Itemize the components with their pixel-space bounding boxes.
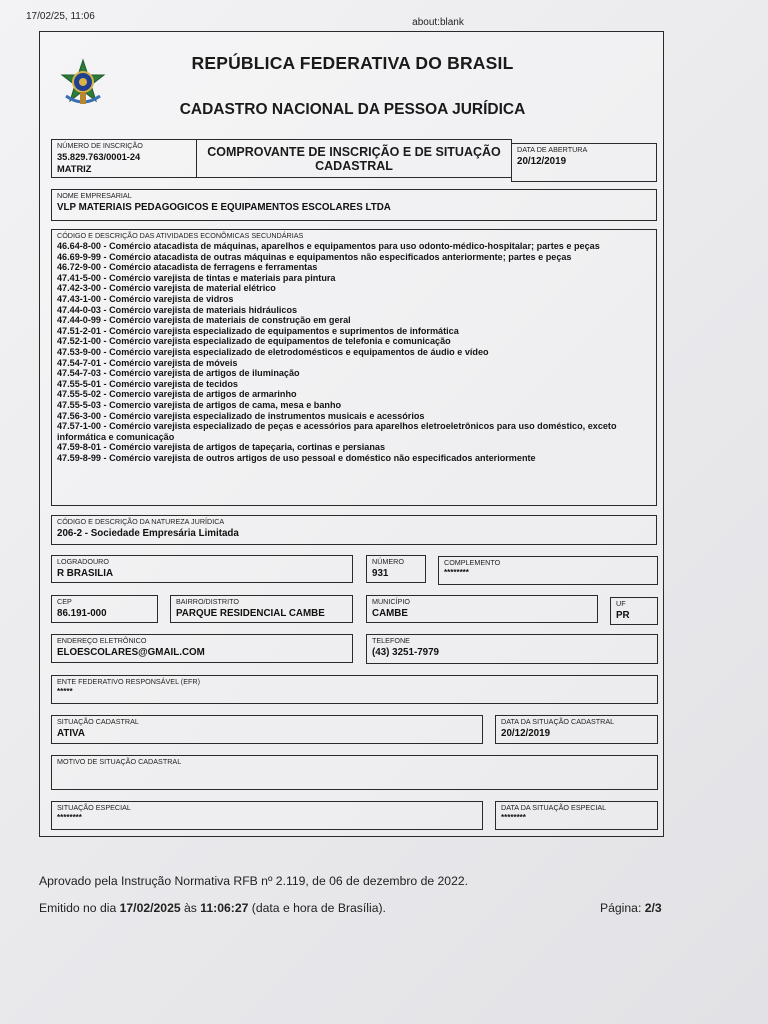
cep-box <box>51 595 158 623</box>
print-datetime: 17/02/25, 11:06 <box>26 11 95 22</box>
numero-label: NÚMERO <box>372 557 404 566</box>
cep-value: 86.191-000 <box>57 608 107 619</box>
atividade-item: 47.55-5-02 - Comercio varejista de artigos de armarinho <box>57 389 297 400</box>
emission-date: 17/02/2025 <box>119 901 181 915</box>
natureza-box <box>51 515 657 545</box>
situacao-especial-value: ******** <box>57 813 82 822</box>
telefone-box <box>366 634 658 664</box>
atividade-item: 47.52-1-00 - Comércio varejista especializado de equipamentos de telefonia e comunicação <box>57 336 451 347</box>
atividade-item: 46.64-8-00 - Comércio atacadista de máquinas, aparelhos e equipamentos para uso odonto-médico-hospitalar; partes e peças <box>57 241 600 251</box>
bairro-value: PARQUE RESIDENCIAL CAMBE <box>176 608 325 619</box>
data-situacao-value: 20/12/2019 <box>501 728 551 739</box>
logradouro-value: R BRASILIA <box>57 568 114 579</box>
inscricao-box <box>51 139 197 178</box>
abertura-value: 20/12/2019 <box>517 156 567 167</box>
atividade-item: 47.53-9-00 - Comércio varejista especializado de eletrodomésticos e equipamentos de áudio e vídeo <box>57 346 489 357</box>
efr-label: ENTE FEDERATIVO RESPONSÁVEL (EFR) <box>57 677 200 686</box>
atividades-box <box>51 229 657 506</box>
telefone-value: (43) 3251-7979 <box>372 647 439 658</box>
cep-label: CEP <box>57 597 72 606</box>
atividade-item: 47.54-7-01 - Comércio varejista de móveis <box>57 357 238 368</box>
page-indicator <box>600 901 662 915</box>
situacao-especial-label: SITUAÇÃO ESPECIAL <box>57 803 131 812</box>
atividade-item: 47.59-8-99 - Comércio varejista de outros artigos de uso pessoal e doméstico não especificados anteriormente <box>57 452 536 463</box>
municipio-label: MUNICÍPIO <box>372 597 410 606</box>
numero-box <box>366 555 426 583</box>
bairro-box <box>170 595 353 623</box>
document-title: REPÚBLICA FEDERATIVA DO BRASIL <box>191 53 514 73</box>
emission-prefix: Emitido no dia <box>39 901 120 915</box>
emission-time: 11:06:27 <box>200 901 249 915</box>
atividade-item: 47.56-3-00 - Comércio varejista especializado de instrumentos musicais e acessórios <box>57 410 425 421</box>
data-situacao-box <box>495 715 658 744</box>
situacao-box <box>51 715 483 744</box>
email-label: ENDEREÇO ELETRÔNICO <box>57 636 147 645</box>
emission-note <box>39 901 386 915</box>
abertura-label: DATA DE ABERTURA <box>517 145 588 154</box>
uf-box <box>610 597 658 625</box>
atividade-item: 46.69-9-99 - Comércio atacadista de outras máquinas e equipamentos não especificados anteriormente; partes e peças <box>57 251 572 262</box>
email-value: ELOESCOLARES@GMAIL.COM <box>57 647 205 658</box>
situacao-especial-box <box>51 801 483 830</box>
page-value: 2/3 <box>644 901 662 915</box>
bairro-label: BAIRRO/DISTRITO <box>176 597 239 606</box>
uf-value: PR <box>616 610 630 621</box>
emission-suffix: (data e hora de Brasília). <box>248 901 386 915</box>
atividade-item: 47.51-2-01 - Comércio varejista especializado de equipamentos e suprimentos de informática <box>57 325 459 336</box>
motivo-label: MOTIVO DE SITUAÇÃO CADASTRAL <box>57 757 182 766</box>
inscricao-label: NÚMERO DE INSCRIÇÃO <box>57 141 143 150</box>
nome-empresarial-label: NOME EMPRESARIAL <box>57 191 132 200</box>
situacao-label: SITUAÇÃO CADASTRAL <box>57 717 139 726</box>
situacao-value: ATIVA <box>57 728 85 739</box>
inscricao-number: 35.829.763/0001-24 <box>57 152 141 162</box>
atividade-item: 47.55-5-01 - Comércio varejista de tecidos <box>57 378 238 389</box>
uf-label: UF <box>616 599 626 608</box>
data-situacao-especial-label: DATA DA SITUAÇÃO ESPECIAL <box>501 803 607 812</box>
atividade-item: 47.41-5-00 - Comércio varejista de tintas e materiais para pintura <box>57 272 336 283</box>
municipio-value: CAMBE <box>372 608 408 619</box>
atividade-item: 47.42-3-00 - Comércio varejista de material elétrico <box>57 283 276 294</box>
efr-value: ***** <box>57 687 73 696</box>
logradouro-box <box>51 555 353 583</box>
natureza-value: 206-2 - Sociedade Empresária Limitada <box>57 528 239 539</box>
atividade-item: 47.59-8-01 - Comércio varejista de artigos de tapeçaria, cortinas e persianas <box>57 442 386 453</box>
atividades-list <box>57 241 650 463</box>
natureza-label: CÓDIGO E DESCRIÇÃO DA NATUREZA JURÍDICA <box>57 517 225 526</box>
atividade-item: 47.43-1-00 - Comércio varejista de vidros <box>57 293 234 304</box>
data-situacao-especial-value: ******** <box>501 813 526 822</box>
comprovante-title-line1: COMPROVANTE DE INSCRIÇÃO E DE SITUAÇÃO <box>207 145 501 159</box>
email-box <box>51 634 353 663</box>
comprovante-box <box>196 139 512 178</box>
efr-box <box>51 675 658 704</box>
atividade-item: 47.44-0-03 - Comércio varejista de materiais hidráulicos <box>57 304 298 315</box>
nome-empresarial-box <box>51 189 657 221</box>
nome-empresarial-value: VLP MATERIAIS PEDAGOGICOS E EQUIPAMENTOS ESCOLARES LTDA <box>57 202 391 213</box>
complemento-value: ******** <box>444 568 469 577</box>
comprovante-title-line2: CADASTRAL <box>315 159 393 174</box>
atividade-item: 47.54-7-03 - Comércio varejista de artigos de iluminação <box>57 368 300 379</box>
approval-note: Aprovado pela Instrução Normativa RFB nº 2.119, de 06 de dezembro de 2022. <box>39 874 469 888</box>
telefone-label: TELEFONE <box>372 636 410 645</box>
complemento-label: COMPLEMENTO <box>444 558 501 567</box>
atividade-item: 47.55-5-03 - Comercio varejista de artigos de cama, mesa e banho <box>57 399 342 410</box>
emission-mid: às <box>180 901 201 915</box>
municipio-box <box>366 595 598 623</box>
data-situacao-label: DATA DA SITUAÇÃO CADASTRAL <box>501 717 615 726</box>
atividade-item: 46.72-9-00 - Comércio atacadista de ferragens e ferramentas <box>57 262 318 273</box>
atividades-label: CÓDIGO E DESCRIÇÃO DAS ATIVIDADES ECONÔMICAS SECUNDÁRIAS <box>57 231 304 240</box>
inscricao-type: MATRIZ <box>57 164 92 174</box>
abertura-box <box>511 143 657 182</box>
motivo-box <box>51 755 658 790</box>
complemento-box <box>438 556 658 585</box>
numero-value: 931 <box>372 568 389 579</box>
data-situacao-especial-box <box>495 801 658 830</box>
logradouro-label: LOGRADOURO <box>57 557 109 566</box>
atividade-item: 47.57-1-00 - Comércio varejista especializado de peças e acessórios para aparelhos eletroeletrônicos para uso doméstico, exceto informática e comunicação <box>57 421 617 442</box>
page-label: Página: <box>600 901 645 915</box>
print-url: about:blank <box>412 17 464 28</box>
document-subtitle: CADASTRO NACIONAL DA PESSOA JURÍDICA <box>179 101 526 118</box>
atividade-item: 47.44-0-99 - Comércio varejista de materiais de construção em geral <box>57 315 351 326</box>
